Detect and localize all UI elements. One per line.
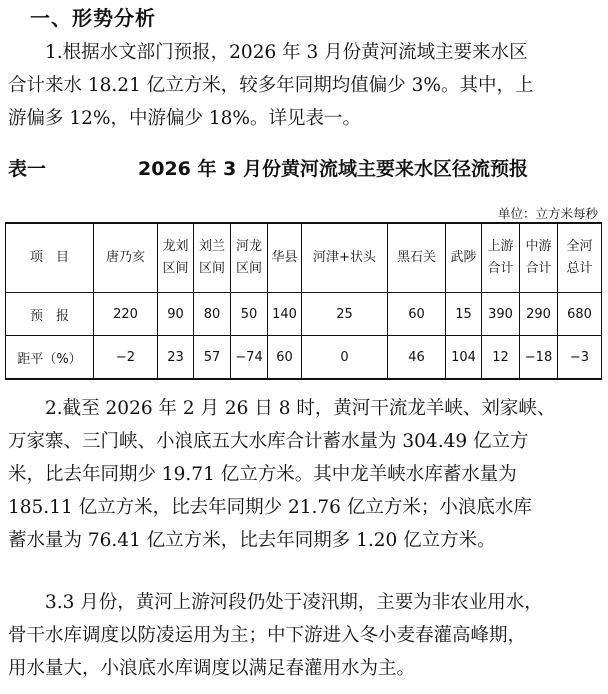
table-cell: 15 bbox=[446, 293, 482, 336]
paragraph-line: 蓄水量为 76.41 亿立方米，比去年同期多 1.20 亿立方米。 bbox=[8, 530, 496, 551]
table-cell: 680 bbox=[558, 293, 602, 336]
paragraph-line: 2.截至 2026 年 2 月 26 日 8 时，黄河干流龙羊峡、刘家峡、 bbox=[45, 398, 556, 419]
table-cell: 23 bbox=[158, 336, 194, 380]
paragraph-line: 185.11 亿立方米，比去年同期少 21.76 亿立方米；小浪底水库 bbox=[8, 497, 532, 518]
runoff-forecast-table bbox=[5, 222, 602, 380]
table-caption bbox=[8, 154, 600, 184]
paragraph-forecast bbox=[8, 36, 603, 135]
table-cell: 0 bbox=[302, 336, 388, 380]
header-cell: 中游 合计 bbox=[520, 223, 558, 293]
paragraph-line: 合计来水 18.21 亿立方米，较多年同期均值偏少 3%。其中，上 bbox=[8, 75, 534, 96]
table-cell: 57 bbox=[194, 336, 231, 380]
table-cell: 390 bbox=[482, 293, 520, 336]
paragraph-line: 骨干水库调度以防凌运用为主；中下游进入冬小麦春灌高峰期， bbox=[8, 625, 527, 646]
header-cell: 河龙 区间 bbox=[231, 223, 268, 293]
header-cell: 唐乃亥 bbox=[94, 223, 158, 293]
header-cell: 项 目 bbox=[6, 223, 94, 293]
table-row bbox=[6, 336, 602, 380]
paragraph-line: 1.根据水文部门预报，2026 年 3 月份黄河流域主要来水区 bbox=[45, 42, 528, 63]
paragraph-reservoir-storage bbox=[8, 392, 603, 557]
table-cell: 140 bbox=[268, 293, 302, 336]
paragraph-line: 万家寨、三门峡、小浪底五大水库合计蓄水量为 304.49 亿立方 bbox=[8, 431, 529, 452]
paragraph-line: 3.3 月份，黄河上游河段仍处于凌汛期，主要为非农业用水， bbox=[45, 592, 543, 613]
table-cell: −74 bbox=[231, 336, 268, 380]
header-cell: 刘兰 区间 bbox=[194, 223, 231, 293]
header-cell: 上游 合计 bbox=[482, 223, 520, 293]
paragraph-line: 游偏多 12%，中游偏少 18%。详见表一。 bbox=[8, 108, 362, 129]
header-cell: 武陟 bbox=[446, 223, 482, 293]
table-cell: 104 bbox=[446, 336, 482, 380]
table-cell: 60 bbox=[268, 336, 302, 380]
table-cell: 80 bbox=[194, 293, 231, 336]
row-label: 距平（%） bbox=[6, 336, 94, 380]
table-cell: 90 bbox=[158, 293, 194, 336]
section-heading: 一、形势分析 bbox=[30, 6, 156, 30]
paragraph-line: 用水量大，小浪底水库调度以满足春灌用水为主。 bbox=[8, 658, 416, 679]
header-cell: 黑石关 bbox=[388, 223, 446, 293]
table-cell: −18 bbox=[520, 336, 558, 380]
row-label: 预 报 bbox=[6, 293, 94, 336]
table-cell: −2 bbox=[94, 336, 158, 380]
table-header-row bbox=[6, 223, 602, 293]
table-unit: 单位：立方米每秒 bbox=[497, 206, 598, 221]
paragraph-water-use bbox=[8, 586, 603, 685]
table-cell: −3 bbox=[558, 336, 602, 380]
header-cell: 龙刘 区间 bbox=[158, 223, 194, 293]
table-cell: 50 bbox=[231, 293, 268, 336]
header-cell: 华县 bbox=[268, 223, 302, 293]
header-cell: 河津+状头 bbox=[302, 223, 388, 293]
table-row bbox=[6, 293, 602, 336]
table-cell: 46 bbox=[388, 336, 446, 380]
table-cell: 12 bbox=[482, 336, 520, 380]
table-cell: 220 bbox=[94, 293, 158, 336]
header-cell: 全河 总计 bbox=[558, 223, 602, 293]
table-cell: 60 bbox=[388, 293, 446, 336]
table-title: 2026 年 3 月份黄河流域主要来水区径流预报 bbox=[138, 158, 528, 180]
table-cell: 290 bbox=[520, 293, 558, 336]
table-label: 表一 bbox=[8, 158, 47, 180]
table-cell: 25 bbox=[302, 293, 388, 336]
paragraph-line: 米，比去年同期少 19.71 亿立方米。其中龙羊峡水库蓄水量为 bbox=[8, 464, 517, 485]
